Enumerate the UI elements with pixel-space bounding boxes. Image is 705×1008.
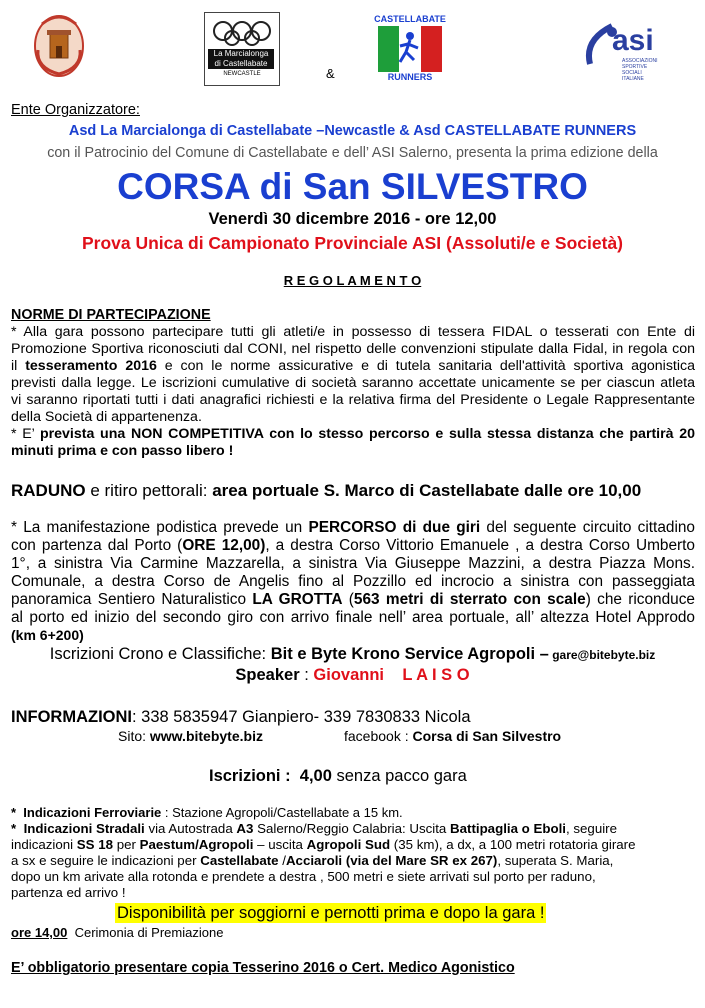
text-span: facebook : bbox=[344, 728, 413, 744]
text-span: il bbox=[11, 358, 26, 374]
percorso-line: 1°, a sinistra Via Carmine Mazzarella, a sinistra Via Giuseppe Mazzini, a destra Piazza Mons. bbox=[11, 555, 695, 572]
text-span: Agropoli Sud bbox=[306, 837, 391, 852]
text-span: a sx e seguire le indicazioni per bbox=[11, 853, 201, 868]
text-span: e con le norme assicurative e di tutela sanitaria dell'attività sportiva agonistica bbox=[156, 358, 695, 374]
text-span: con partenza dal Porto ( bbox=[11, 537, 183, 554]
percorso-distance: (km 6+200) bbox=[11, 627, 84, 643]
championship-line: Prova Unica di Campionato Provinciale ASI (Assoluti/e e Società) bbox=[81, 233, 624, 253]
percorso-line: al porto ed inizio del secondo giro con arrivo finale nell’ area portuale, all’ altezza Hotel Approdo bbox=[11, 609, 695, 626]
norme-line: * Alla gara possono partecipare tutti gli atleti/e in possesso di tessera FIDAL o tesserati con Ente di bbox=[11, 324, 695, 340]
percorso-line: Comunale, a destra Corso de Angelis fino al Pozzillo ed incrocio a sinistra con passeggiata bbox=[11, 573, 695, 590]
castellabate-runners-logo bbox=[374, 14, 446, 84]
sito-line bbox=[118, 728, 263, 744]
iscrizioni-crono-line bbox=[0, 645, 705, 664]
asi-brand-text: asi bbox=[612, 24, 654, 57]
asi-sub-line: ITALIANE bbox=[622, 76, 644, 82]
text-span: / bbox=[278, 853, 286, 868]
text-span: Iscrizioni Crono e Classifiche: bbox=[49, 645, 271, 663]
event-title: CORSA di San SILVESTRO bbox=[117, 166, 588, 207]
asi-logo bbox=[582, 20, 666, 82]
text-span: Salerno/Reggio Calabria: Uscita bbox=[253, 821, 451, 836]
text-span: del seguente circuito cittadino bbox=[480, 519, 695, 536]
text-span: SS 18 bbox=[76, 837, 114, 852]
regolamento-heading: R E G O L A M E N T O bbox=[283, 273, 422, 288]
runners-logo-top-text: CASTELLABATE bbox=[374, 14, 446, 24]
logo-row bbox=[0, 8, 705, 90]
stradali-line: partenza ed arrivo ! bbox=[11, 885, 126, 900]
text-span: senza pacco gara bbox=[331, 767, 467, 785]
text-span: Indicazioni Stradali bbox=[23, 821, 145, 836]
text-span: LA GROTTA bbox=[252, 591, 343, 608]
norme-line: Promozione Sportiva riconosciuti dal CONI, nel rispetto delle convenzioni stipulate dalla Fidal, in regola con bbox=[11, 341, 695, 357]
olympic-rings-icon bbox=[211, 19, 273, 47]
norme-heading: NORME DI PARTECIPAZIONE bbox=[11, 307, 211, 323]
asi-subtitle bbox=[622, 58, 658, 82]
raduno-line bbox=[11, 481, 641, 501]
disponibilita-highlight: Disponibilità per soggiorni e pernotti prima e dopo la gara ! bbox=[117, 904, 545, 922]
speaker-name: Giovanni L A I S O bbox=[313, 666, 470, 684]
speaker-line bbox=[0, 666, 705, 685]
percorso-line bbox=[11, 519, 695, 537]
norme-line bbox=[11, 358, 695, 375]
text-span: PERCORSO di due giri bbox=[308, 519, 481, 536]
marcialonga-logo bbox=[204, 12, 280, 86]
text-span: 563 metri di sterrato con scale bbox=[353, 591, 586, 608]
text-span: ORE 12,00) bbox=[182, 537, 266, 554]
norme-line: della Società di appartenenza. bbox=[11, 409, 202, 425]
comune-crest-logo bbox=[32, 10, 86, 80]
text-span: * bbox=[11, 805, 24, 820]
premiazione-line bbox=[11, 925, 223, 940]
marcialonga-top-text: La Marcialonga bbox=[213, 49, 269, 58]
marcialonga-sub-text: NEWCASTLE bbox=[223, 71, 261, 77]
asi-sub-line: SPORTIVE bbox=[622, 64, 648, 70]
text-span: : Stazione Agropoli/Castellabate a 15 km. bbox=[161, 805, 403, 820]
text-span: , seguire bbox=[566, 821, 617, 836]
organizers-line: Asd La Marcialonga di Castellabate –Newcastle & Asd CASTELLABATE RUNNERS bbox=[68, 123, 637, 139]
text-span: – uscita bbox=[253, 837, 307, 852]
text-span: Paestum/Agropoli bbox=[139, 837, 254, 852]
marcialonga-banner bbox=[208, 49, 274, 69]
informazioni-line bbox=[11, 708, 471, 727]
text-span: A3 bbox=[236, 821, 254, 836]
event-date: Venerdì 30 dicembre 2016 - ore 12,00 bbox=[208, 210, 497, 228]
percorso-line bbox=[11, 591, 695, 609]
percorso-line bbox=[11, 537, 695, 555]
text-span: via Autostrada bbox=[144, 821, 237, 836]
premiazione-time: ore 14,00 bbox=[11, 925, 68, 940]
tesseramento-bold: tesseramento 2016 bbox=[25, 358, 157, 374]
website-link[interactable]: www.bitebyte.biz bbox=[149, 728, 263, 744]
text-span: Bit e Byte Krono Service Agropoli – bbox=[270, 645, 549, 663]
text-span: ) che riconduce bbox=[585, 591, 695, 608]
ferroviarie-line bbox=[11, 805, 403, 821]
text-span: indicazioni bbox=[11, 837, 77, 852]
text-span: Castellabate bbox=[200, 853, 279, 868]
facebook-line bbox=[344, 728, 561, 744]
text-span: : 338 5835947 Gianpiero- 339 7830833 Nicola bbox=[132, 708, 471, 726]
iscrizioni-line bbox=[209, 767, 467, 786]
norme-line: vi saranno riportati tutti i dati anagrafici richiesti e la relativa firma del Presidente o Legale Rappresentante bbox=[11, 392, 695, 408]
ampersand: & bbox=[326, 66, 335, 81]
stradali-line: dopo un km arivate alla rotonda e prendete a destra , 500 metri e siete arrivati sul porto per raduno, bbox=[11, 869, 596, 884]
asi-sub-line: SOCIALI bbox=[622, 70, 642, 76]
stradali-line bbox=[11, 837, 635, 853]
text-span: : bbox=[299, 666, 314, 684]
price-value: 4,00 bbox=[290, 767, 332, 785]
asi-sub-line: ASSOCIAZIONI bbox=[622, 58, 658, 64]
marcialonga-bottom-text: di Castellabate bbox=[214, 59, 268, 68]
text-span: panoramica Sentiero Naturalistico bbox=[11, 591, 253, 608]
text-span: Iscrizioni : bbox=[209, 767, 291, 785]
text-span: Indicazioni Ferroviarie bbox=[23, 805, 162, 820]
text-span: Speaker bbox=[235, 666, 300, 684]
stradali-line bbox=[11, 821, 617, 837]
facebook-link[interactable]: Corsa di San Silvestro bbox=[412, 728, 562, 744]
norme-line: previsti dalla legge. Le iscrizioni cumulative di società saranno accettate unicamente se per ciascun atleta bbox=[11, 375, 695, 391]
patronage-line: con il Patrocinio del Comune di Castellabate e dell’ ASI Salerno, presenta la prima edizione della bbox=[47, 145, 658, 161]
non-competitiva-line bbox=[11, 426, 695, 443]
text-span: Sito: bbox=[118, 728, 150, 744]
text-span: , superata S. Maria, bbox=[497, 853, 614, 868]
runner-flag-icon bbox=[378, 26, 442, 72]
text-span: , a destra Corso Vittorio Emanuele , a destra Corso Umberto bbox=[265, 537, 695, 554]
email-link[interactable]: gare@bitebyte.biz bbox=[548, 648, 656, 662]
norme-line: minuti prima e con passo libero ! bbox=[11, 443, 234, 459]
raduno-location: area portuale S. Marco di Castellabate dalle ore 10,00 bbox=[212, 481, 642, 500]
text-span: INFORMAZIONI bbox=[11, 708, 132, 726]
text-span: (35 km), a dx, a 100 metri rotatoria girare bbox=[390, 837, 636, 852]
ente-label: Ente Organizzatore: bbox=[11, 102, 140, 118]
runners-logo-bottom-text: RUNNERS bbox=[387, 72, 433, 82]
text-span: per bbox=[113, 837, 140, 852]
raduno-label: RADUNO bbox=[11, 481, 86, 500]
text-span: e ritiro pettorali: bbox=[85, 481, 213, 500]
text-span: * E’ bbox=[11, 426, 40, 442]
text-span: * bbox=[11, 821, 24, 836]
text-span: * La manifestazione podistica prevede un bbox=[11, 519, 309, 536]
obbligo-line: E’ obbligatorio presentare copia Tesserino 2016 o Cert. Medico Agonistico bbox=[11, 960, 515, 976]
text-span: Battipaglia o Eboli bbox=[450, 821, 566, 836]
stradali-line bbox=[11, 853, 613, 869]
text-span: ( bbox=[342, 591, 354, 608]
text-span: Acciaroli (via del Mare SR ex 267) bbox=[285, 853, 498, 868]
text-span: Cerimonia di Premiazione bbox=[67, 925, 224, 940]
text-span: prevista una NON COMPETITIVA con lo stesso percorso e sulla stessa distanza che partirà 20 bbox=[39, 426, 695, 442]
